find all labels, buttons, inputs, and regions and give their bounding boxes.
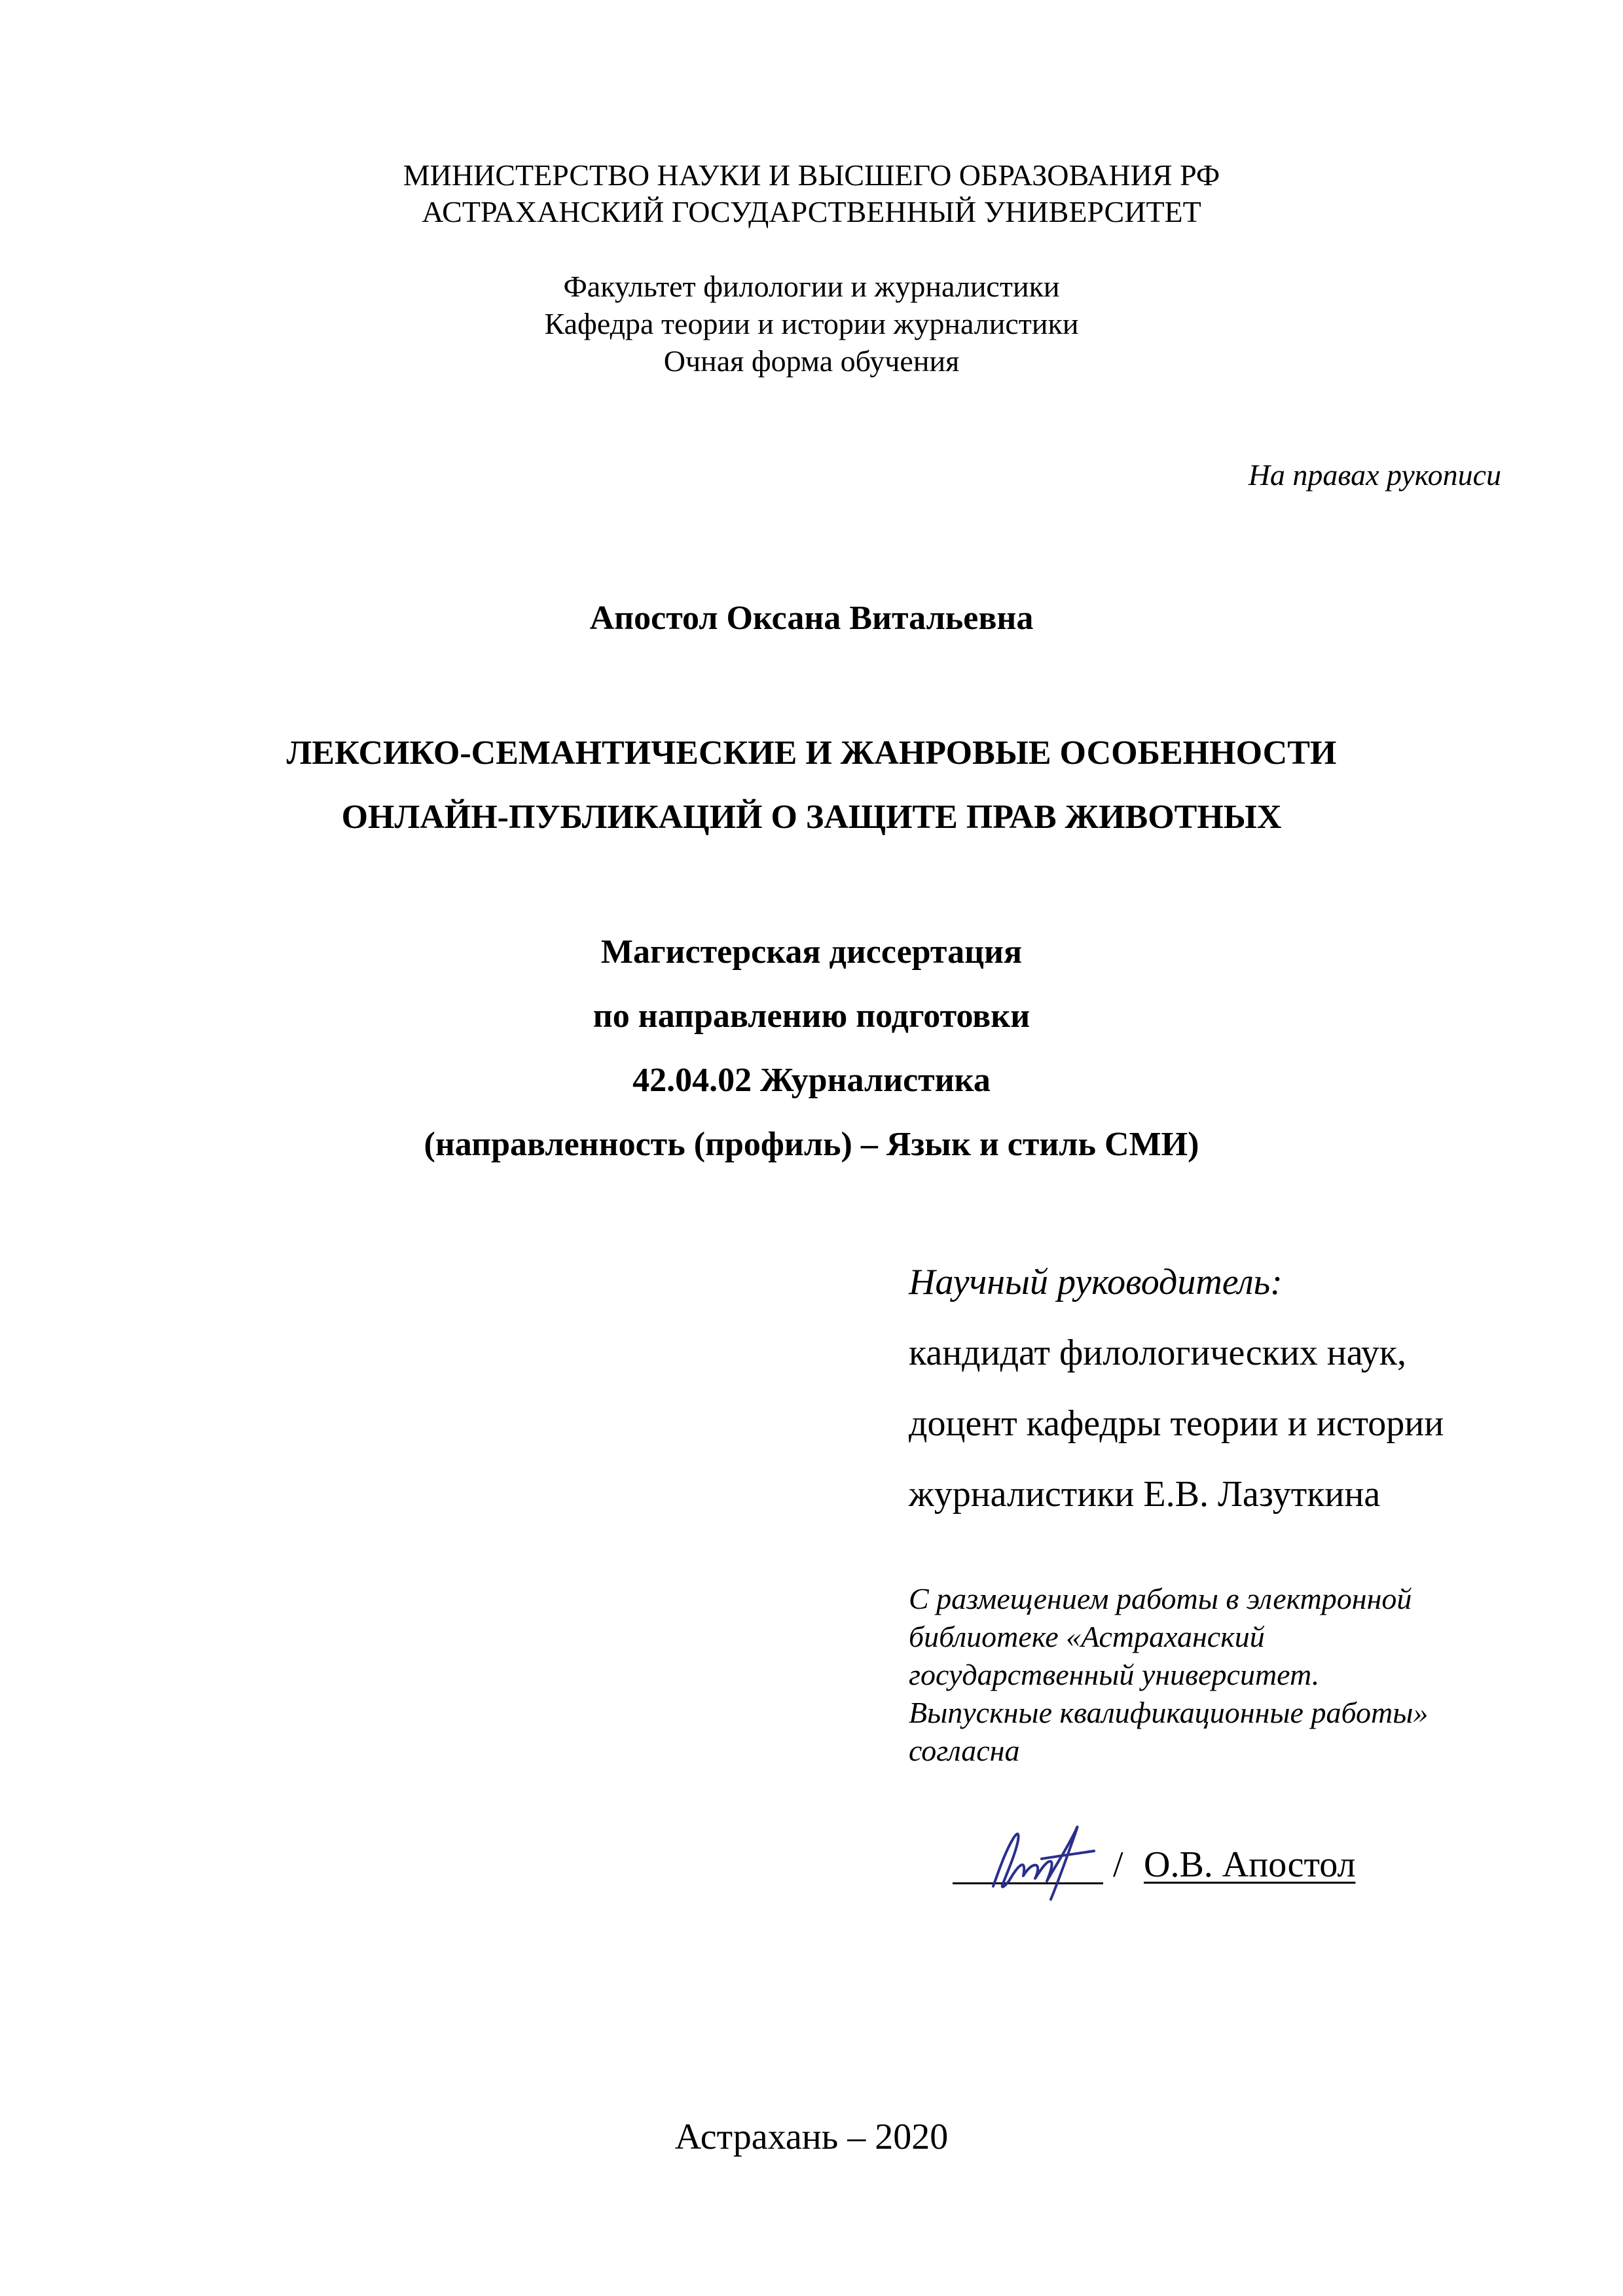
university-name: АСТРАХАНСКИЙ ГОСУДАРСТВЕННЫЙ УНИВЕРСИТЕТ bbox=[422, 195, 1201, 228]
thesis-title-line-1: ЛЕКСИКО-СЕМАНТИЧЕСКИЕ И ЖАНРОВЫЕ ОСОБЕННОСТИ bbox=[286, 734, 1337, 772]
consent-line-4: Выпускные квалификационные работы» bbox=[909, 1696, 1429, 1729]
city-year: Астрахань – 2020 bbox=[674, 2117, 949, 2157]
consent-line-2: библиотеке «Астраханский bbox=[909, 1620, 1265, 1653]
consent-line-5: согласна bbox=[909, 1734, 1020, 1767]
work-type: Магистерская диссертация bbox=[600, 933, 1023, 971]
manuscript-note: На правах рукописи bbox=[1248, 458, 1501, 492]
direction-code: 42.04.02 Журналистика bbox=[632, 1062, 991, 1099]
supervisor-label: Научный руководитель: bbox=[909, 1262, 1283, 1302]
signature-row bbox=[953, 1833, 1411, 1905]
consent-statement bbox=[909, 1580, 1563, 1770]
consent-line-3: государственный университет. bbox=[909, 1658, 1320, 1691]
supervisor-name: журналистики Е.В. Лазуткина bbox=[909, 1474, 1381, 1515]
consent-line-1: С размещением работы в электронной bbox=[909, 1582, 1412, 1615]
direction-label: по направлению подготовки bbox=[593, 997, 1030, 1035]
profile: (направленность (профиль) – Язык и стиль СМИ) bbox=[424, 1126, 1199, 1163]
supervisor-position: доцент кафедры теории и истории bbox=[909, 1403, 1444, 1444]
department-name: Кафедра теории и истории журналистики bbox=[544, 307, 1079, 340]
signature-separator: / bbox=[1113, 1844, 1123, 1885]
author-name: Апостол Оксана Витальевна bbox=[589, 600, 1034, 637]
supervisor-degree: кандидат филологических наук, bbox=[909, 1333, 1406, 1373]
ministry-name: МИНИСТЕРСТВО НАУКИ И ВЫСШЕГО ОБРАЗОВАНИЯ РФ bbox=[403, 158, 1220, 192]
handwritten-signature bbox=[979, 1813, 1110, 1911]
signatory-name: О.В. Апостол bbox=[1144, 1844, 1356, 1885]
thesis-title-line-2: ОНЛАЙН-ПУБЛИКАЦИЙ О ЗАЩИТЕ ПРАВ ЖИВОТНЫХ bbox=[341, 798, 1282, 836]
faculty-name: Факультет филологии и журналистики bbox=[563, 270, 1060, 303]
study-form: Очная форма обучения bbox=[663, 344, 960, 378]
